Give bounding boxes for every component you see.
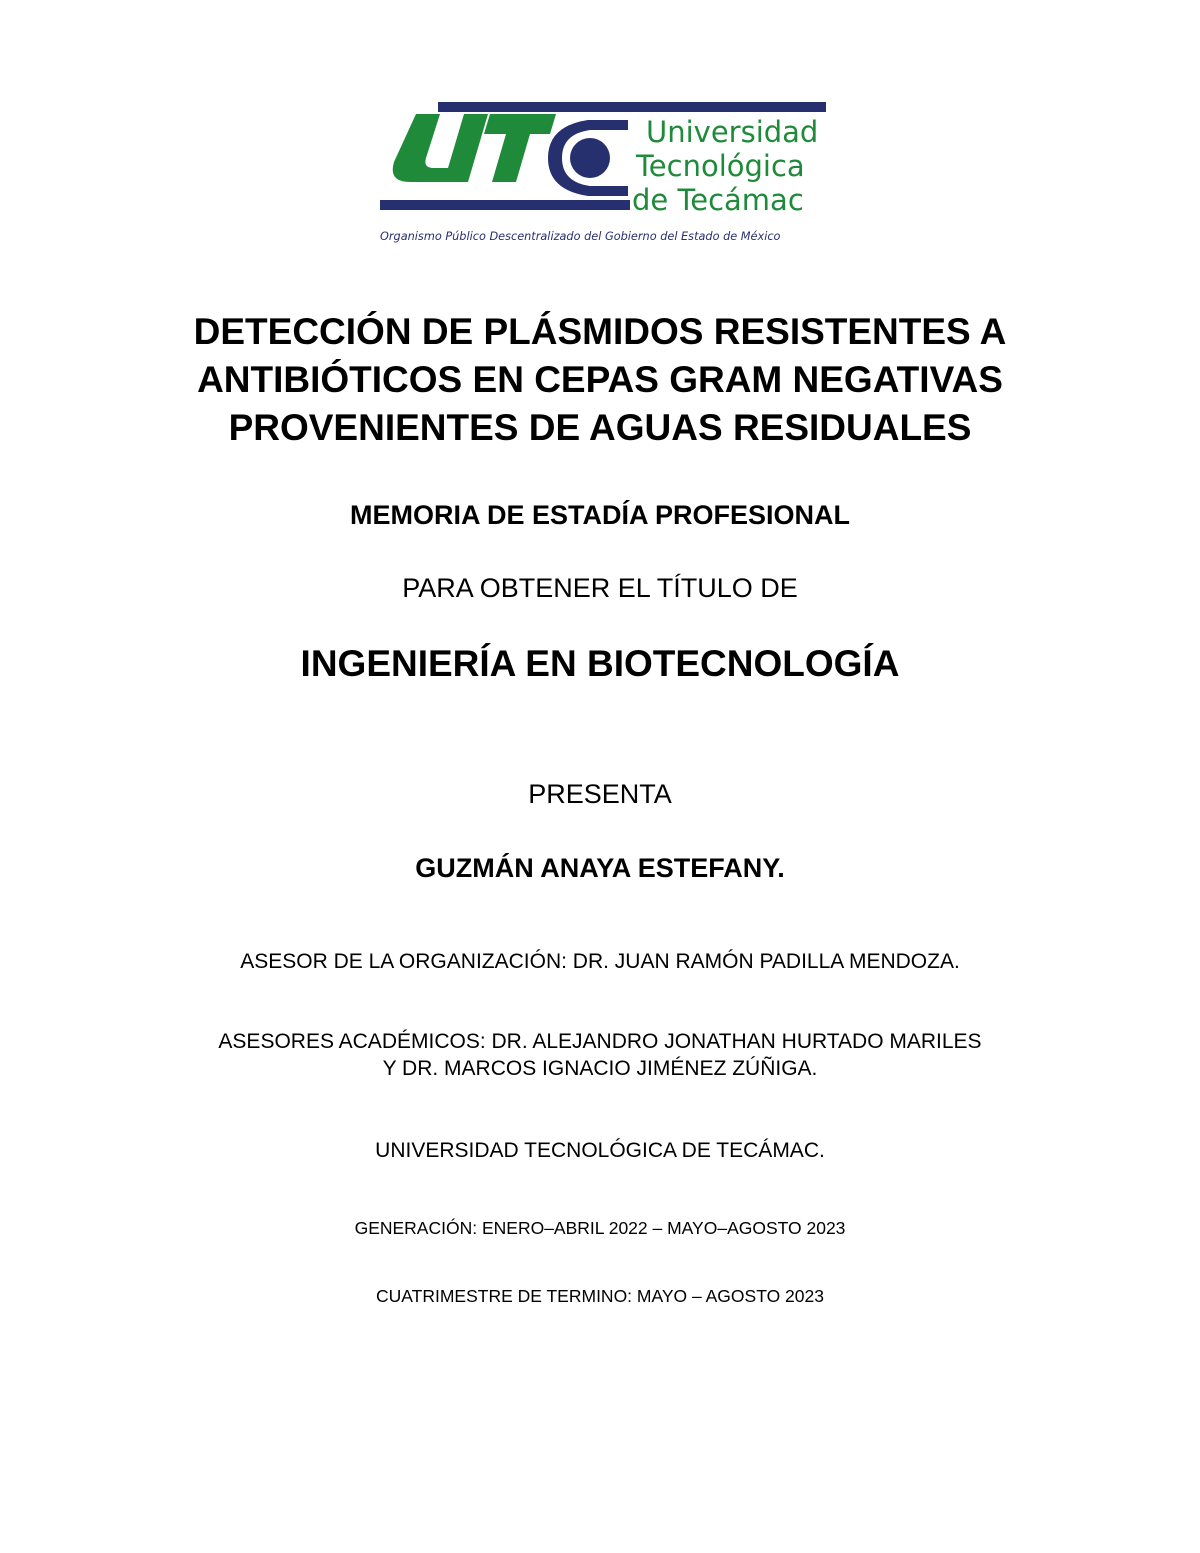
logo-name-line3: de Tecámac bbox=[632, 183, 804, 217]
logo-name-line2: Tecnológica bbox=[636, 149, 805, 183]
generation-period: GENERACIÓN: ENERO–ABRIL 2022 – MAYO–AGOSTO 2023 bbox=[354, 1218, 846, 1238]
academic-advisors bbox=[0, 1028, 1200, 1082]
completion-term: CUATRIMESTRE DE TERMINO: MAYO – AGOSTO 2023 bbox=[376, 1286, 824, 1306]
logo-letter-t bbox=[484, 114, 556, 182]
university-name: UNIVERSIDAD TECNOLÓGICA DE TECÁMAC. bbox=[375, 1139, 825, 1162]
logo-letter-u bbox=[393, 114, 488, 182]
document-type: MEMORIA DE ESTADÍA PROFESIONAL bbox=[349, 500, 850, 530]
logo-top-bar bbox=[438, 102, 826, 112]
academic-advisors-line1: ASESORES ACADÉMICOS: DR. ALEJANDRO JONATHAN HURTADO MARILES bbox=[218, 1030, 982, 1053]
degree-intro: PARA OBTENER EL TÍTULO DE bbox=[402, 573, 798, 603]
logo-bottom-bar bbox=[380, 200, 630, 210]
thesis-title bbox=[0, 308, 1200, 452]
logo-name-line1: Universidad bbox=[646, 115, 819, 149]
thesis-title-line1: DETECCIÓN DE PLÁSMIDOS RESISTENTES A bbox=[193, 311, 1007, 352]
author-name: GUZMÁN ANAYA ESTEFANY. bbox=[415, 853, 785, 883]
thesis-title-line3: PROVENIENTES DE AGUAS RESIDUALES bbox=[228, 407, 972, 448]
logo-circle bbox=[570, 138, 610, 178]
university-logo bbox=[378, 100, 828, 250]
presenta-label: PRESENTA bbox=[528, 779, 672, 809]
logo-tagline: Organismo Público Descentralizado del Gobierno del Estado de México bbox=[380, 230, 781, 243]
thesis-title-line2: ANTIBIÓTICOS EN CEPAS GRAM NEGATIVAS bbox=[197, 359, 1003, 400]
degree-name: INGENIERÍA EN BIOTECNOLOGÍA bbox=[300, 643, 900, 684]
organization-advisor: ASESOR DE LA ORGANIZACIÓN: DR. JUAN RAMÓN PADILLA MENDOZA. bbox=[240, 950, 960, 973]
academic-advisors-line2: Y DR. MARCOS IGNACIO JIMÉNEZ ZÚÑIGA. bbox=[382, 1057, 818, 1080]
